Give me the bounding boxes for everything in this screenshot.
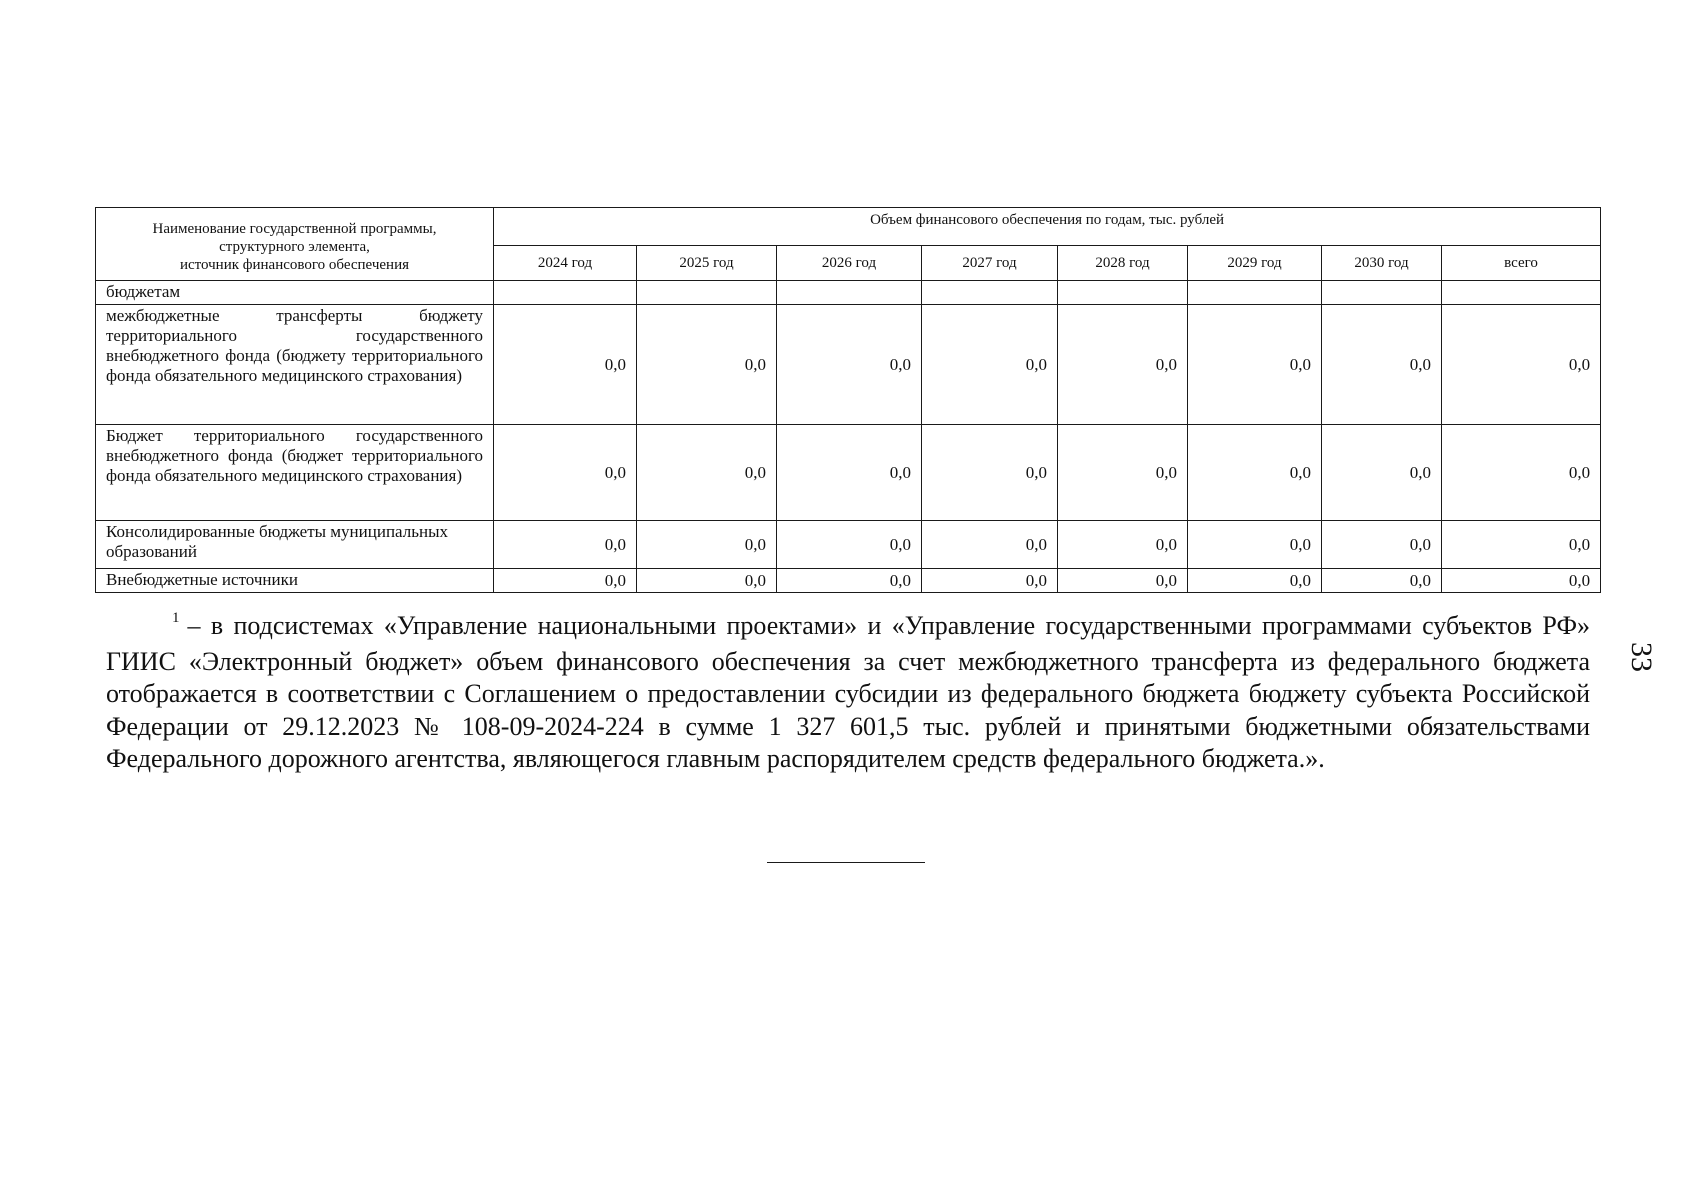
row-name: межбюджетные трансферты бюджету территориального государственного внебюджетного фонда (бюджету территориального фонда обязательного медицинского страхования): [96, 305, 494, 425]
value-cell: 0,0: [1058, 305, 1188, 425]
value-cell: [637, 281, 777, 305]
table-row: [96, 305, 1601, 425]
table-row: [96, 425, 1601, 521]
value-cell: 0,0: [1188, 521, 1322, 569]
row-name: Консолидированные бюджеты муниципальных образований: [96, 521, 494, 569]
value-cell: 0,0: [922, 425, 1058, 521]
closing-rule: [767, 862, 925, 863]
value-cell: [1322, 281, 1442, 305]
value-cell: 0,0: [922, 521, 1058, 569]
row-name: бюджетам: [96, 281, 494, 305]
value-cell: 0,0: [1322, 305, 1442, 425]
footnote-marker: 1: [172, 610, 180, 626]
header-group-title: Объем финансового обеспечения по годам, тыс. рублей: [494, 208, 1601, 246]
header-name-cell: [96, 208, 494, 281]
value-cell: 0,0: [637, 305, 777, 425]
value-cell: [777, 281, 922, 305]
value-cell: 0,0: [777, 521, 922, 569]
header-year-2029: 2029 год: [1188, 246, 1322, 281]
value-cell: 0,0: [637, 521, 777, 569]
footnote-text: – в подсистемах «Управление национальными проектами» и «Управление государственными программами субъектов РФ» ГИИС «Электронный бюджет» объем финансового обеспечения за счет межбюджетного трансферта из федерального бюджета отображается в соответствии с Соглашением о предоставлении субсидии из федерального бюджета бюджету субъекта Российской Федерации от 29.12.2023 № 108-09-2024-224 в сумме 1 327 601,5 тыс. рублей и принятыми бюджетными обязательствами Федерального дорожного агентства, являющегося главным распорядителем средств федерального бюджета.».: [106, 611, 1590, 773]
value-cell: [1058, 281, 1188, 305]
header-year-2027: 2027 год: [922, 246, 1058, 281]
header-year-2028: 2028 год: [1058, 246, 1188, 281]
value-cell: 0,0: [1188, 425, 1322, 521]
total-cell: [1442, 281, 1601, 305]
value-cell: 0,0: [1188, 305, 1322, 425]
total-cell: 0,0: [1442, 569, 1601, 593]
value-cell: 0,0: [777, 425, 922, 521]
value-cell: 0,0: [1322, 521, 1442, 569]
value-cell: 0,0: [494, 521, 637, 569]
value-cell: 0,0: [922, 305, 1058, 425]
total-cell: 0,0: [1442, 425, 1601, 521]
value-cell: 0,0: [1322, 425, 1442, 521]
value-cell: [1188, 281, 1322, 305]
value-cell: 0,0: [1058, 569, 1188, 593]
value-cell: [922, 281, 1058, 305]
table-row: [96, 281, 1601, 305]
header-name-line: структурного элемента,: [219, 239, 370, 255]
total-cell: 0,0: [1442, 305, 1601, 425]
table-header-row: [96, 208, 1601, 246]
header-name-line: Наименование государственной программы,: [152, 221, 437, 237]
page-number: 33: [1625, 642, 1658, 672]
value-cell: 0,0: [1058, 425, 1188, 521]
header-total: всего: [1442, 246, 1601, 281]
table-row: [96, 569, 1601, 593]
value-cell: 0,0: [777, 305, 922, 425]
value-cell: 0,0: [777, 569, 922, 593]
value-cell: 0,0: [1188, 569, 1322, 593]
header-year-2024: 2024 год: [494, 246, 637, 281]
value-cell: 0,0: [1058, 521, 1188, 569]
footnote: [106, 610, 1590, 775]
value-cell: 0,0: [637, 569, 777, 593]
value-cell: 0,0: [494, 305, 637, 425]
table-row: [96, 521, 1601, 569]
value-cell: [494, 281, 637, 305]
value-cell: 0,0: [494, 425, 637, 521]
header-name-line: источник финансового обеспечения: [179, 257, 409, 273]
total-cell: 0,0: [1442, 521, 1601, 569]
value-cell: 0,0: [494, 569, 637, 593]
value-cell: 0,0: [637, 425, 777, 521]
row-name: Внебюджетные источники: [96, 569, 494, 593]
financing-table: [95, 207, 1601, 593]
header-year-2030: 2030 год: [1322, 246, 1442, 281]
header-year-2025: 2025 год: [637, 246, 777, 281]
row-name: Бюджет территориального государственного внебюджетного фонда (бюджет территориального фонда обязательного медицинского страхования): [96, 425, 494, 521]
value-cell: 0,0: [1322, 569, 1442, 593]
header-year-2026: 2026 год: [777, 246, 922, 281]
value-cell: 0,0: [922, 569, 1058, 593]
